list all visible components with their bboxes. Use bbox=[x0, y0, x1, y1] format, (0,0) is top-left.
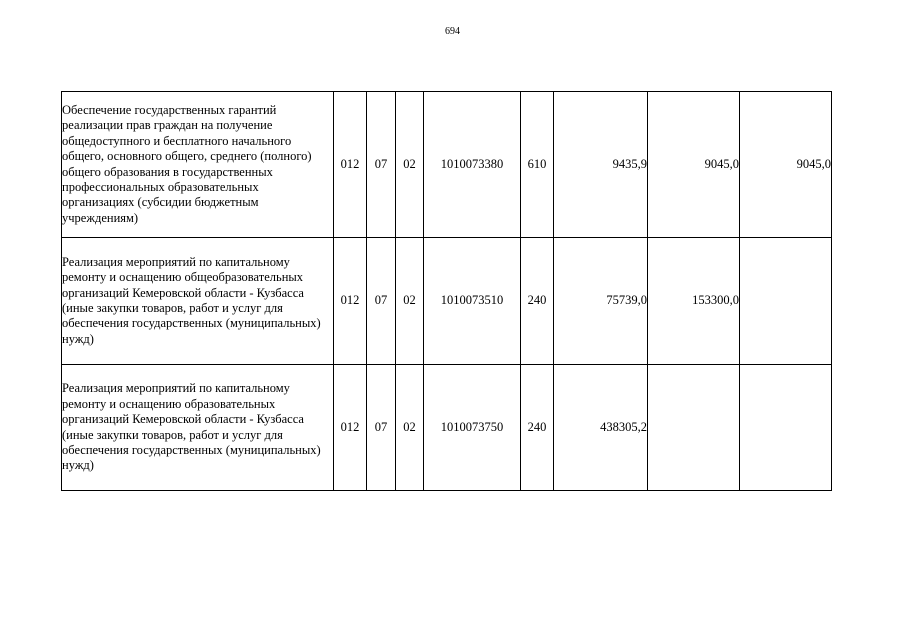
budget-table bbox=[61, 91, 832, 491]
ministry-code: 012 bbox=[334, 238, 367, 365]
expense-type-code: 240 bbox=[521, 238, 554, 365]
table-row bbox=[62, 365, 832, 491]
page-number: 694 bbox=[445, 26, 460, 37]
amount-year-2 bbox=[648, 365, 740, 491]
amount-year-3 bbox=[740, 238, 832, 365]
subsection-code: 02 bbox=[396, 92, 424, 238]
subsection-code: 02 bbox=[396, 365, 424, 491]
section-code: 07 bbox=[367, 238, 396, 365]
row-description: Обеспечение государственных гарантий реализации прав граждан на получение общедоступного и бесплатного начального общего, основного общего, среднего (полного) общего образования в государственных профессиональных образовательных организациях (субсидии бюджетным учреждениям) bbox=[62, 92, 334, 238]
section-code: 07 bbox=[367, 92, 396, 238]
amount-year-1: 75739,0 bbox=[554, 238, 648, 365]
amount-year-3: 9045,0 bbox=[740, 92, 832, 238]
amount-year-2: 153300,0 bbox=[648, 238, 740, 365]
amount-year-3 bbox=[740, 365, 832, 491]
ministry-code: 012 bbox=[334, 92, 367, 238]
row-description: Реализация мероприятий по капитальному ремонту и оснащению общеобразовательных организаций Кемеровской области - Кузбасса (иные закупки товаров, работ и услуг для обеспечения государственных (муниципальных) нужд) bbox=[62, 238, 334, 365]
row-description: Реализация мероприятий по капитальному ремонту и оснащению образовательных организаций Кемеровской области - Кузбасса (иные закупки товаров, работ и услуг для обеспечения государственных (муниципальных) нужд) bbox=[62, 365, 334, 491]
expense-type-code: 610 bbox=[521, 92, 554, 238]
target-article-code: 1010073510 bbox=[424, 238, 521, 365]
target-article-code: 1010073750 bbox=[424, 365, 521, 491]
ministry-code: 012 bbox=[334, 365, 367, 491]
subsection-code: 02 bbox=[396, 238, 424, 365]
section-code: 07 bbox=[367, 365, 396, 491]
target-article-code: 1010073380 bbox=[424, 92, 521, 238]
table-row bbox=[62, 238, 832, 365]
expense-type-code: 240 bbox=[521, 365, 554, 491]
amount-year-2: 9045,0 bbox=[648, 92, 740, 238]
amount-year-1: 9435,9 bbox=[554, 92, 648, 238]
amount-year-1: 438305,2 bbox=[554, 365, 648, 491]
table-row bbox=[62, 92, 832, 238]
